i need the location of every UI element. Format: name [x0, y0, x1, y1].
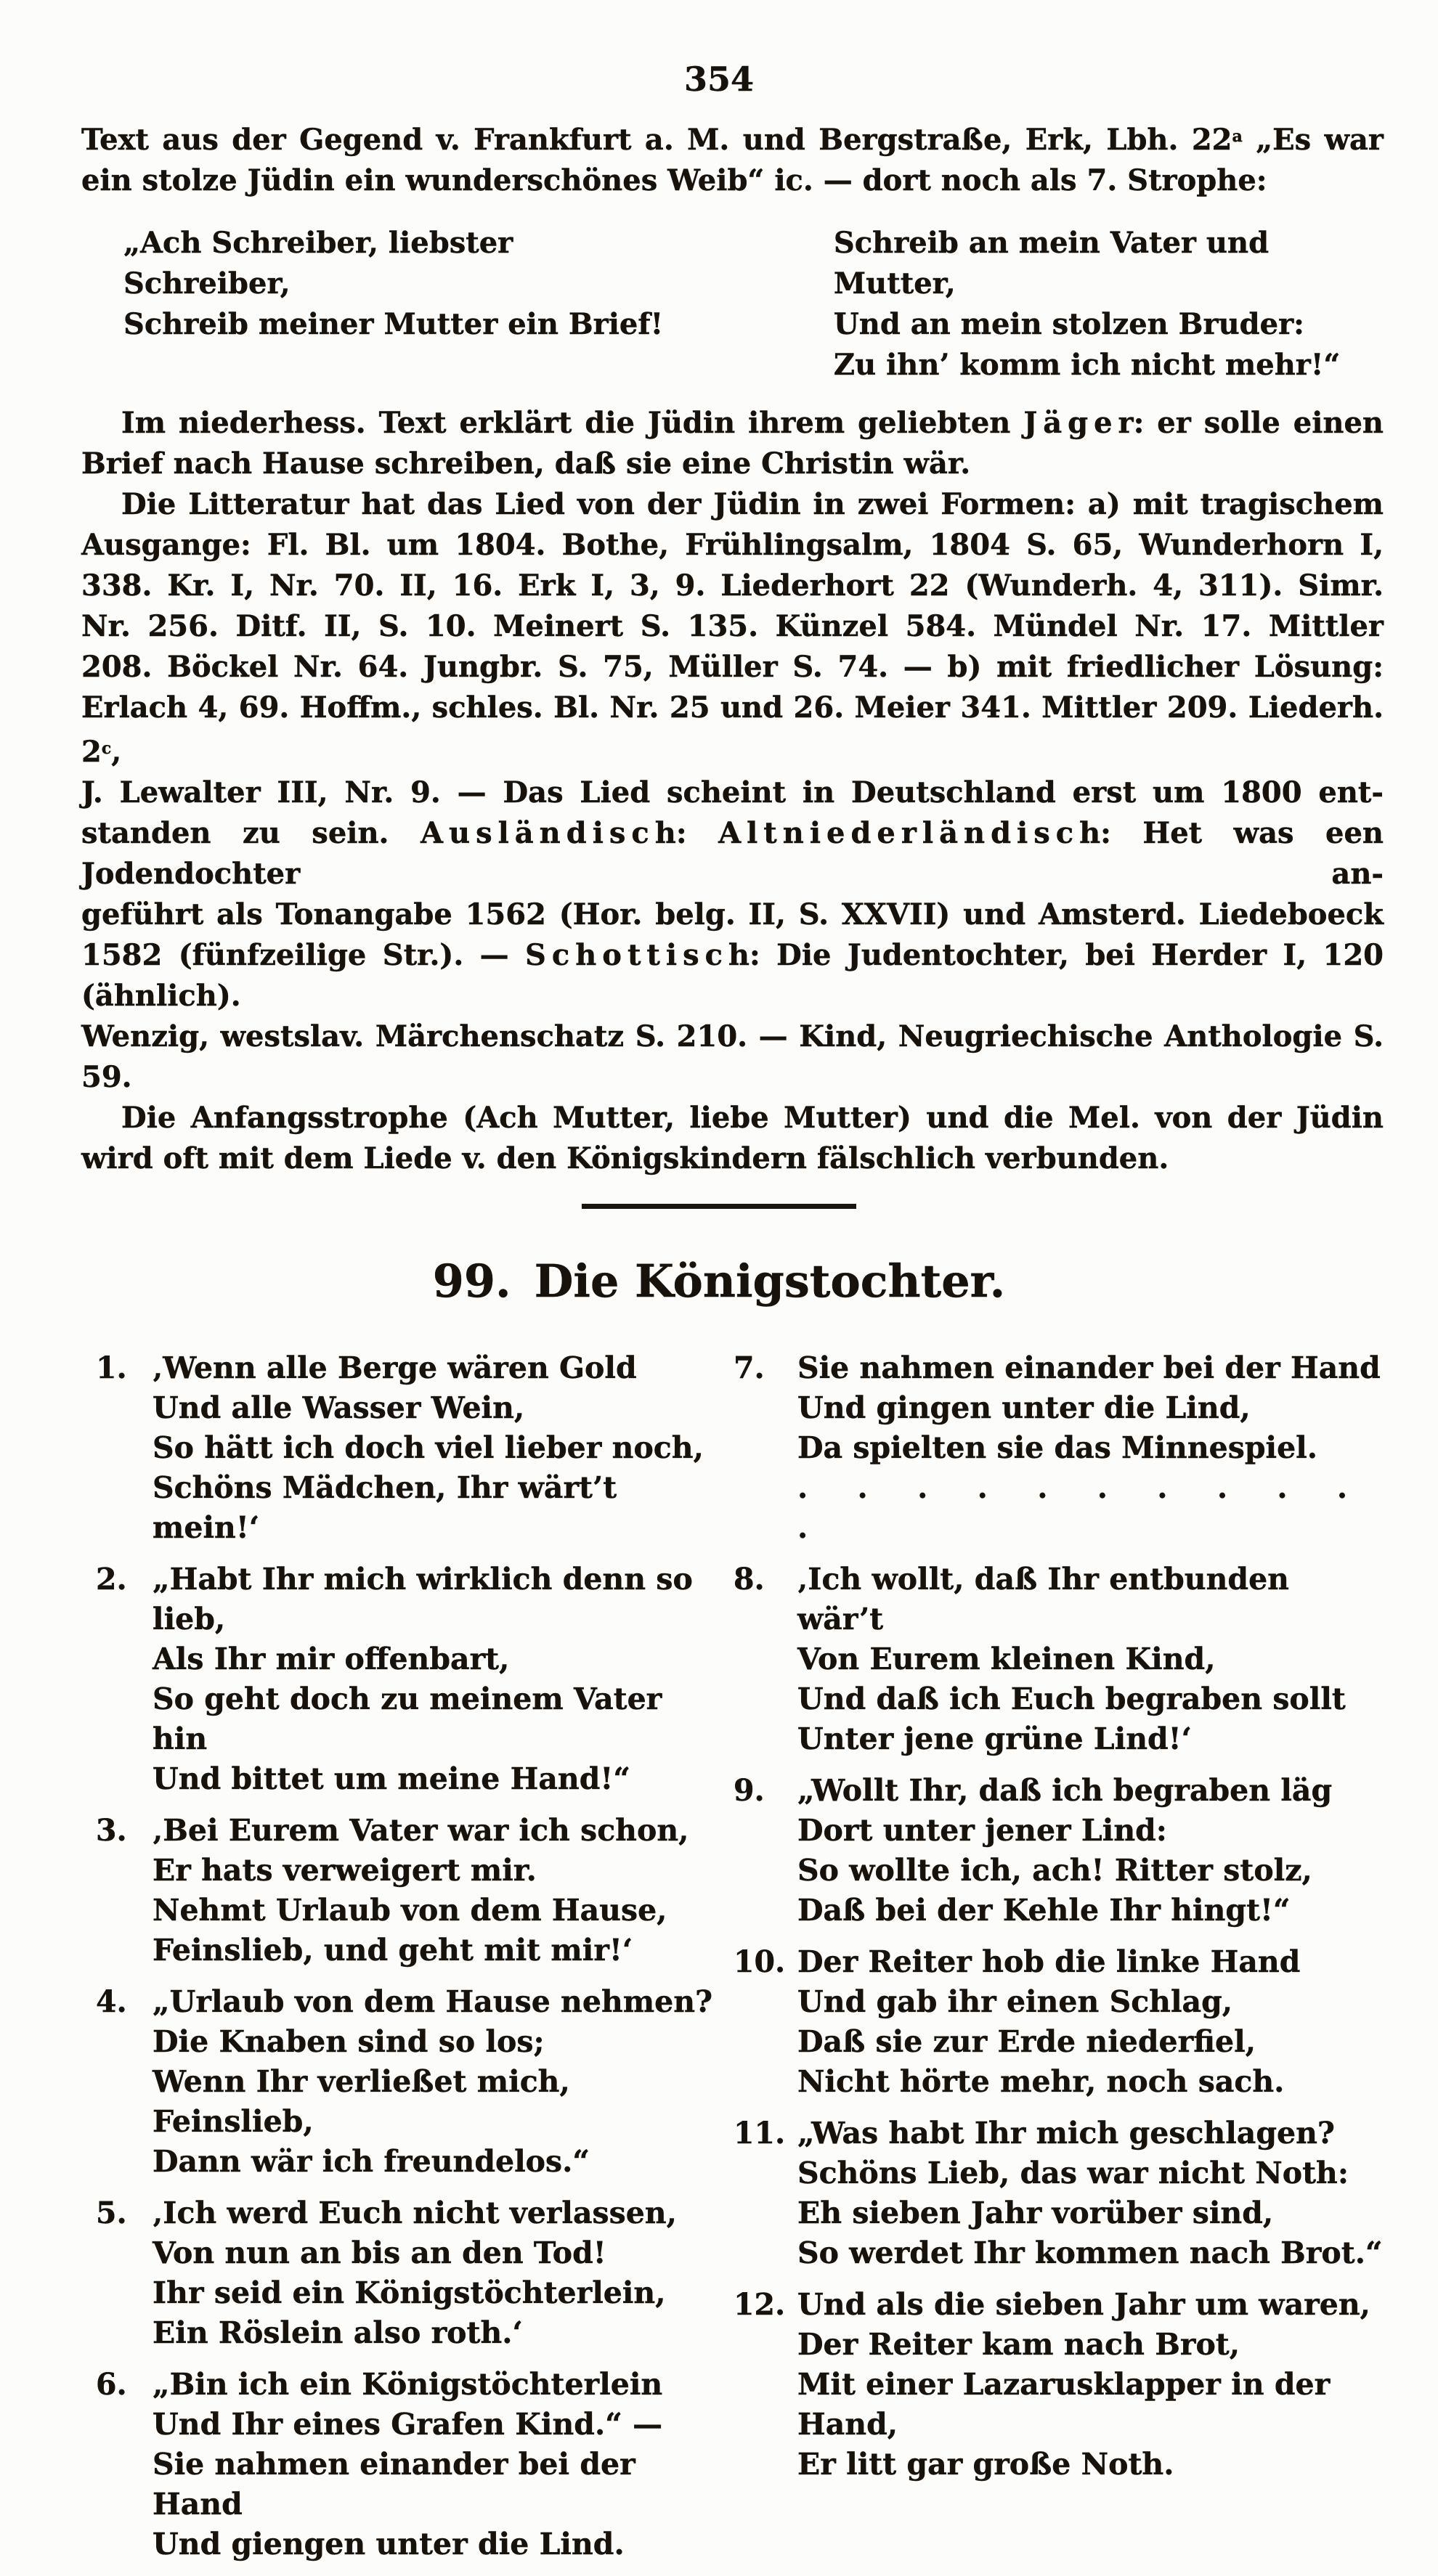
verse-line: So werdet Ihr kommen nach Brot.“	[797, 2235, 1383, 2271]
stanza-5	[96, 2193, 726, 2353]
verse-line	[734, 2285, 1384, 2325]
notes-p1-line-1	[81, 116, 1384, 160]
verse-line: Und Ihr eines Grafen Kind.“ —	[153, 2407, 663, 2442]
verse-line: Sie nahmen einander bei der Hand	[153, 2447, 635, 2522]
notes-p3-line-9: geführt als Tonangabe 1562 (Hor. belg. II, S. XXVII) und Amsterd. Liedeboeck	[81, 897, 1384, 932]
verse-text: „Urlaub von dem Hause nehmen?	[153, 1984, 713, 2020]
verse-line	[96, 1811, 726, 1851]
section-divider-rule	[582, 1204, 856, 1209]
verse-text: ‚Bei Eurem Vater war ich schon,	[153, 1813, 689, 1849]
verse-line: Der Reiter kam nach Brot,	[797, 2327, 1240, 2363]
page-number: 354	[683, 60, 755, 99]
stanza-6	[96, 2365, 726, 2564]
verse-line	[734, 1560, 1384, 1639]
verse-line: Feinslieb, und geht mit mir!‘	[153, 1933, 633, 1968]
stanza-number: 8.	[734, 1562, 765, 1597]
verse-line	[96, 1982, 726, 2022]
verse-line: Mit einer Lazarusklapper in der Hand,	[797, 2367, 1331, 2442]
notes-p2-line-1: Im niederhess. Text erklärt die Jüdin ihrem geliebten J ä g e r: er solle einen	[121, 406, 1384, 440]
notes-p3-line-11: Wenzig, westslav. Märchenschatz S. 210. — Kind, Neugriechische Anthologie S. 59.	[81, 1019, 1384, 1094]
verse-text: „Was habt Ihr mich geschlagen?	[797, 2116, 1335, 2151]
verse-line: Von nun an bis an den Tod!	[153, 2235, 606, 2271]
stanza-number: 5.	[96, 2196, 127, 2231]
verse-line: Daß bei der Kehle Ihr hingt!“	[797, 1893, 1291, 1928]
verse-line	[96, 1560, 726, 1639]
verse-line: Nicht hörte mehr, noch sach.	[797, 2064, 1285, 2100]
stanza-columns	[0, 1348, 1438, 2576]
stanza-7	[734, 1348, 1384, 1548]
verse-text: ‚Wenn alle Berge wären Gold	[153, 1350, 637, 1386]
verse-line: Und alle Wasser Wein,	[153, 1390, 525, 1426]
omission-dots-line: . . . . . . . . . . .	[797, 1470, 1349, 1546]
verse-line: Er litt gar große Noth.	[797, 2447, 1174, 2482]
verse-text: „Wollt Ihr, daß ich begraben läg	[797, 1773, 1333, 1809]
verse-line: Unter jene grüne Lind!‘	[797, 1721, 1192, 1757]
stanza-12	[734, 2285, 1384, 2485]
notes-p3-line-7: J. Lewalter III, Nr. 9. — Das Lied scheint in Deutschland erst um 1800 ent-	[81, 775, 1384, 810]
stanza-1	[96, 1348, 726, 1548]
stanza-3	[96, 1811, 726, 1970]
verse-line: Und bittet um meine Hand!“	[153, 1761, 630, 1797]
notes-p3-line-1: Die Litteratur hat das Lied von der Jüdin in zwei Formen: a) mit tragischem	[121, 487, 1384, 521]
verse-line: Von Eurem kleinen Kind,	[797, 1642, 1216, 1677]
stanza-number: 6.	[96, 2367, 127, 2402]
song-title: Die Königstochter.	[534, 1255, 1006, 1308]
verse-line	[734, 1942, 1384, 1982]
verse-line: Schöns Lieb, das war nicht Noth:	[797, 2156, 1349, 2191]
verse-line: Dort unter jener Lind:	[797, 1813, 1167, 1849]
verse-line: Ihr seid ein Königstöchterlein,	[153, 2275, 666, 2311]
stanza-number: 1.	[96, 1350, 127, 1386]
verse-line	[96, 2365, 726, 2405]
notes-p1-line-2: ein stolze Jüdin ein wunderschönes Weib“ ic. — dort noch als 7. Strophe:	[81, 163, 1267, 197]
notes-p3-line-8: standen zu sein. A u s l ä n d i s c h: A l t n i e d e r l ä n d i s c h: Het was een Jodendochter an-	[81, 816, 1384, 891]
stanza-4	[96, 1982, 726, 2182]
verse-line: Schöns Mädchen, Ihr wärt’t mein!‘	[153, 1470, 617, 1546]
quote-line: Und an mein stolzen Bruder:	[833, 307, 1304, 341]
stanza-8	[734, 1560, 1384, 1759]
stanza-column-right	[734, 1348, 1384, 2576]
verse-line: So wollte ich, ach! Ritter stolz,	[797, 1853, 1312, 1888]
notes-p3-line-6	[81, 688, 1384, 773]
stanza-10	[734, 1942, 1384, 2102]
verse-line: Nehmt Urlaub von dem Hause,	[153, 1893, 667, 1928]
stanza-11	[734, 2114, 1384, 2273]
stanza-number: 4.	[96, 1984, 127, 2020]
notes-p3-line-5: 208. Böckel Nr. 64. Jungbr. S. 75, Müller S. 74. — b) mit friedlicher Lösung:	[81, 650, 1384, 684]
verse-text: „Bin ich ein Königstöchterlein	[153, 2367, 663, 2402]
verse-line	[96, 1348, 726, 1388]
verse-line: Und gab ihr einen Schlag,	[797, 1984, 1233, 2020]
notes-p4-line-1: Die Anfangsstrophe (Ach Mutter, liebe Mutter) und die Mel. von der Jüdin	[121, 1101, 1384, 1135]
verse-text: Der Reiter hob die linke Hand	[797, 1944, 1301, 1980]
verse-line: Ein Röslein also roth.‘	[153, 2315, 523, 2351]
inline-strophe-quote	[81, 223, 1384, 386]
verse-line	[734, 1771, 1384, 1811]
notes-p3-line-4: Nr. 256. Ditf. II, S. 10. Meinert S. 135. Künzel 584. Mündel Nr. 17. Mittler	[81, 609, 1384, 643]
verse-text: Sie nahmen einander bei der Hand	[797, 1350, 1381, 1386]
superscript-a: a	[1232, 127, 1243, 146]
superscript-c: c	[101, 739, 112, 758]
stanza-number: 2.	[96, 1562, 127, 1597]
verse-line: So hätt ich doch viel lieber noch,	[153, 1430, 704, 1466]
verse-line: Und gingen unter die Lind,	[797, 1390, 1251, 1426]
verse-line: So geht doch zu meinem Vater hin	[153, 1682, 662, 1757]
verse-line: Wenn Ihr verließet mich, Feinslieb,	[153, 2064, 570, 2140]
stanza-number: 12.	[734, 2287, 786, 2323]
verse-line	[96, 2193, 726, 2233]
notes-text: ,	[111, 735, 122, 769]
verse-line: Da spielten sie das Minnespiel.	[797, 1430, 1318, 1466]
stanza-column-left	[96, 1348, 726, 2576]
song-number: 99.	[432, 1255, 511, 1308]
notes-text: Erlach 4, 69. Hoffm., schles. Bl. Nr. 25 und 26. Meier 341. Mittler 209. Liederh. 2	[81, 690, 1384, 769]
verse-line: Die Knaben sind so los;	[153, 2024, 545, 2060]
notes-p4-line-2: wird oft mit dem Liede v. den Königskindern fälschlich verbunden.	[81, 1141, 1169, 1175]
stanza-number: 10.	[734, 1944, 786, 1980]
stanza-2	[96, 1560, 726, 1799]
notes-p3-line-10: 1582 (fünfzeilige Str.). — S c h o t t i s c h: Die Judentochter, bei Herder I, 120 (ähnlich).	[81, 938, 1384, 1013]
stanza-number: 3.	[96, 1813, 127, 1849]
stanza-number: 11.	[734, 2116, 786, 2151]
quote-line: „Ach Schreiber, liebster Schreiber,	[123, 226, 513, 301]
stanza-9	[734, 1771, 1384, 1931]
quote-left-column	[123, 223, 673, 386]
verse-line: Und daß ich Euch begraben sollt	[797, 1682, 1346, 1717]
verse-line	[734, 1348, 1384, 1388]
notes-text: Text aus der Gegend v. Frankfurt a. M. und Bergstraße, Erk, Lbh. 22	[81, 123, 1232, 157]
verse-line: Und giengen unter die Lind.	[153, 2527, 625, 2562]
verse-line: Er hats verweigert mir.	[153, 1853, 537, 1888]
verse-text: „Habt Ihr mich wirklich denn so lieb,	[153, 1562, 693, 1637]
verse-line	[734, 2114, 1384, 2153]
quote-line: Schreib meiner Mutter ein Brief!	[123, 307, 664, 341]
notes-p3-line-3: 338. Kr. I, Nr. 70. II, 16. Erk I, 3, 9. Liederhort 22 (Wunderh. 4, 311). Simr.	[81, 568, 1384, 603]
head-notes	[81, 116, 1384, 1179]
notes-p2-line-2: Brief nach Hause schreiben, daß sie eine Christin wär.	[81, 447, 971, 481]
quote-line: Zu ihn’ komm ich nicht mehr!“	[833, 348, 1341, 382]
notes-text: „Es war	[1242, 123, 1384, 157]
verse-text: ‚Ich werd Euch nicht verlassen,	[153, 2196, 677, 2231]
stanza-number: 7.	[734, 1350, 765, 1386]
song-heading	[0, 1257, 1438, 1306]
notes-p3-line-2: Ausgange: Fl. Bl. um 1804. Bothe, Frühlingsalm, 1804 S. 65, Wunderhorn I,	[81, 528, 1384, 562]
quote-line: Schreib an mein Vater und Mutter,	[833, 226, 1270, 301]
verse-line: Als Ihr mir offenbart,	[153, 1642, 510, 1677]
verse-line: Eh sieben Jahr vorüber sind,	[797, 2196, 1274, 2231]
verse-line: Dann wär ich freundelos.“	[153, 2144, 590, 2180]
quote-right-column	[834, 223, 1384, 386]
verse-line: Daß sie zur Erde niederfiel,	[797, 2024, 1256, 2060]
verse-text: Und als die sieben Jahr um waren,	[797, 2287, 1370, 2323]
verse-text: ‚Ich wollt, daß Ihr entbunden wär’t	[797, 1562, 1289, 1637]
stanza-number: 9.	[734, 1773, 765, 1809]
